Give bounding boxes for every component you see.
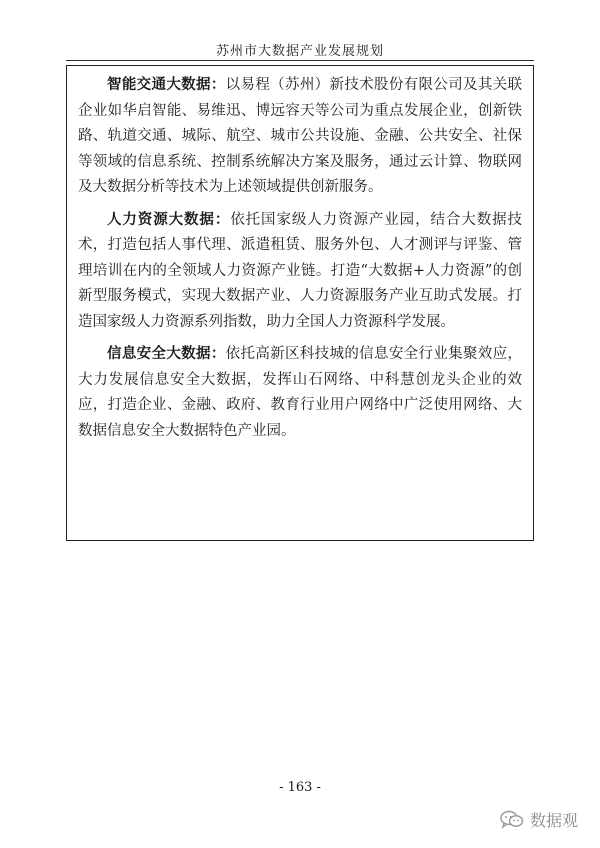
page-number: - 163 - bbox=[279, 780, 321, 795]
content-box bbox=[66, 65, 534, 541]
header-divider bbox=[66, 60, 534, 61]
section-body: 依托高新区科技城的信息安全行业集聚效应，大力发展信息安全大数据，发挥山石网络、中科慧创龙头企业的效应，打造企业、金融、政府、教育行业用户网络中广泛使用网络、大数据信息安全大数据特色产业园。 bbox=[78, 346, 523, 439]
page-header-title: 苏州市大数据产业发展规划 bbox=[215, 44, 384, 59]
section-title: 智能交通大数据： bbox=[107, 76, 226, 93]
section-smart-transport bbox=[78, 72, 522, 201]
section-title: 信息安全大数据： bbox=[107, 345, 226, 362]
section-body: 以易程（苏州）新技术股份有限公司及其关联企业如华启智能、易维迅、博远容天等公司为重点发展企业，创新铁路、轨道交通、城际、航空、城市公共设施、金融、公共安全、社保等领域的信息系统、控制系统解决方案及服务，通过云计算、物联网及大数据分析等技术为上述领域提供创新服务。 bbox=[78, 77, 523, 195]
watermark-label: 数据观 bbox=[530, 811, 579, 830]
section-body: 依托国家级人力资源产业园，结合大数据技术，打造包括人事代理、派遣租赁、服务外包、人才测评与评鉴、管理培训在内的全领域人力资源产业链。打造“大数据+人力资源”的创新型服务模式，实现大数据产业、人力资源服务产业互助式发展。打造国家级人力资源系列指数，助力全国人力资源科学发展。 bbox=[78, 211, 523, 330]
section-title: 人力资源大数据： bbox=[107, 210, 231, 228]
watermark bbox=[500, 808, 578, 831]
wechat-icon bbox=[500, 810, 524, 830]
section-info-security bbox=[78, 341, 522, 444]
section-human-resources bbox=[78, 207, 522, 336]
